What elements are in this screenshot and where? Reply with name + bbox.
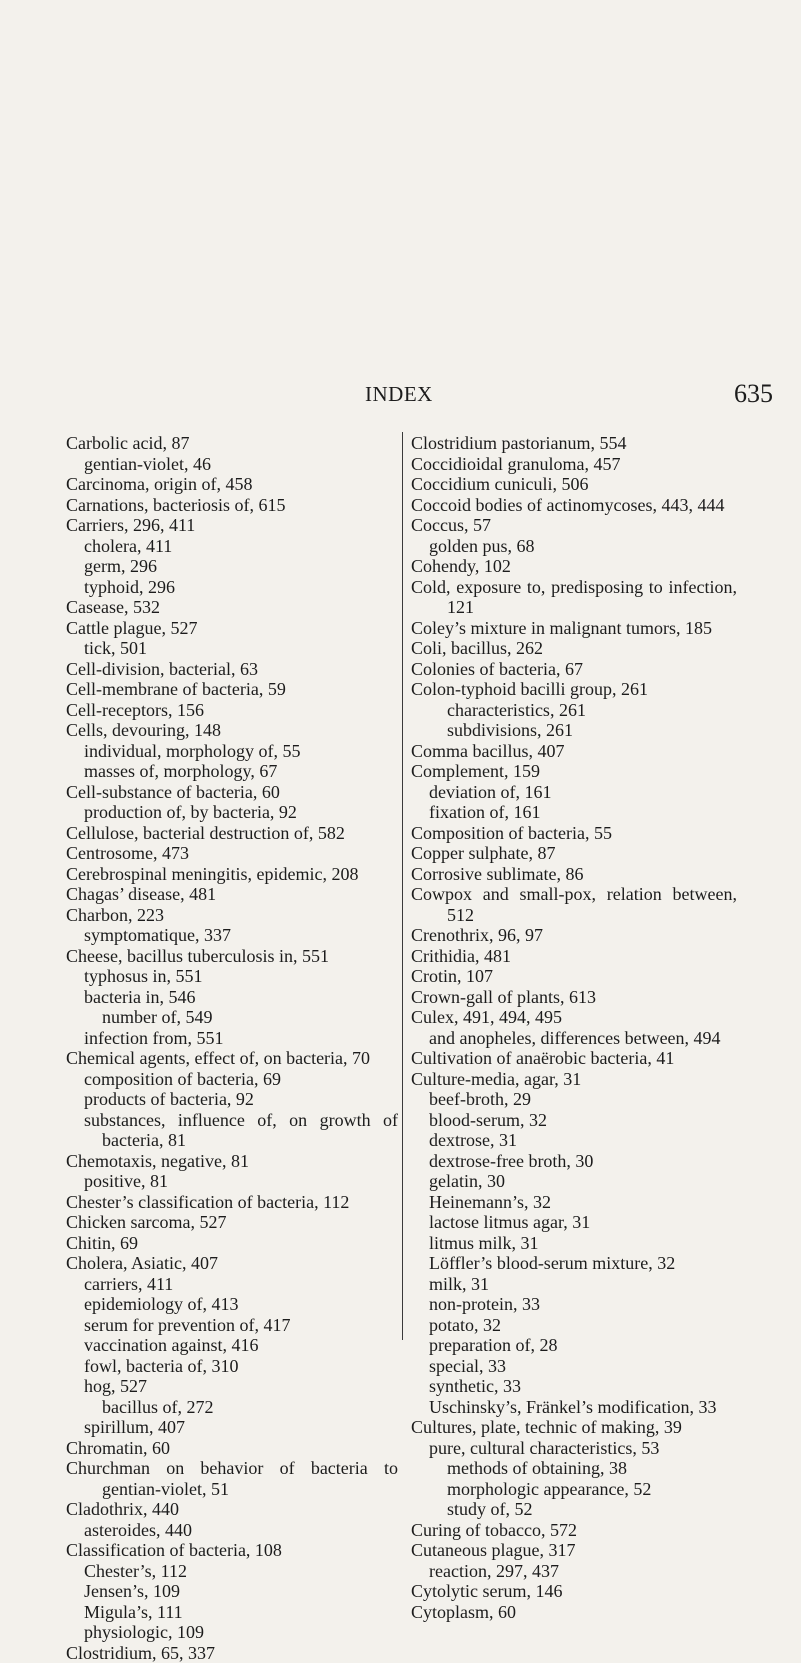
index-subentry: products of bacteria, 92 (66, 1089, 398, 1110)
index-subentry: carriers, 411 (66, 1274, 398, 1295)
index-subentry: gelatin, 30 (411, 1171, 737, 1192)
index-subentry: gentian-violet, 46 (66, 454, 398, 475)
index-entry: Cell-membrane of bacteria, 59 (66, 679, 398, 700)
index-entry: Crown-gall of plants, 613 (411, 987, 737, 1008)
index-entry: Cultivation of anaërobic bacteria, 41 (411, 1048, 737, 1069)
index-subentry: golden pus, 68 (411, 536, 737, 557)
index-entry: Carcinoma, origin of, 458 (66, 474, 398, 495)
index-entry: Cultures, plate, technic of making, 39 (411, 1417, 737, 1438)
index-subentry: individual, morphology of, 55 (66, 741, 398, 762)
index-subentry: vaccination against, 416 (66, 1335, 398, 1356)
index-subentry: dextrose-free broth, 30 (411, 1151, 737, 1172)
index-subentry: litmus milk, 31 (411, 1233, 737, 1254)
index-entry: Cell-division, bacterial, 63 (66, 659, 398, 680)
index-subentry: hog, 527 (66, 1376, 398, 1397)
index-entry: Chemotaxis, negative, 81 (66, 1151, 398, 1172)
index-entry: Cytoplasm, 60 (411, 1602, 737, 1623)
index-subentry: spirillum, 407 (66, 1417, 398, 1438)
index-entry: Chromatin, 60 (66, 1438, 398, 1459)
index-subentry: characteristics, 261 (411, 700, 737, 721)
page-number: 635 (734, 379, 773, 409)
index-entry: Cattle plague, 527 (66, 618, 398, 639)
index-subentry: morphologic appearance, 52 (411, 1479, 737, 1500)
index-subentry: physiologic, 109 (66, 1622, 398, 1643)
column-divider (402, 432, 403, 1340)
index-entry: Copper sulphate, 87 (411, 843, 737, 864)
index-subentry: bacillus of, 272 (66, 1397, 398, 1418)
index-entry: Curing of tobacco, 572 (411, 1520, 737, 1541)
index-entry: Coley’s mixture in malignant tumors, 185 (411, 618, 737, 639)
index-subentry: fixation of, 161 (411, 802, 737, 823)
index-entry: Chemical agents, effect of, on bacteria, 70 (66, 1048, 398, 1069)
index-column-right (411, 433, 737, 1622)
index-subentry: reaction, 297, 437 (411, 1561, 737, 1582)
index-subentry: infection from, 551 (66, 1028, 398, 1049)
index-entry: Cell-receptors, 156 (66, 700, 398, 721)
index-subentry: bacteria in, 546 (66, 987, 398, 1008)
index-subentry: cholera, 411 (66, 536, 398, 557)
index-entry: Cohendy, 102 (411, 556, 737, 577)
index-entry: Chagas’ disease, 481 (66, 884, 398, 905)
index-entry: Composition of bacteria, 55 (411, 823, 737, 844)
index-entry: Crotin, 107 (411, 966, 737, 987)
index-entry: Centrosome, 473 (66, 843, 398, 864)
index-entry: Clostridium, 65, 337 (66, 1643, 398, 1663)
index-subentry: special, 33 (411, 1356, 737, 1377)
index-entry: Coli, bacillus, 262 (411, 638, 737, 659)
index-subentry: fowl, bacteria of, 310 (66, 1356, 398, 1377)
index-subentry: typhoid, 296 (66, 577, 398, 598)
index-subentry: deviation of, 161 (411, 782, 737, 803)
running-head-title: INDEX (365, 382, 433, 407)
index-subentry: methods of obtaining, 38 (411, 1458, 737, 1479)
index-subentry: lactose litmus agar, 31 (411, 1212, 737, 1233)
index-subentry: serum for prevention of, 417 (66, 1315, 398, 1336)
index-subentry: composition of bacteria, 69 (66, 1069, 398, 1090)
index-entry: Chitin, 69 (66, 1233, 398, 1254)
index-entry: Culture-media, agar, 31 (411, 1069, 737, 1090)
index-entry: Cladothrix, 440 (66, 1499, 398, 1520)
index-subentry: substances, influence of, on growth of bacteria, 81 (66, 1110, 398, 1151)
index-entry: Coccus, 57 (411, 515, 737, 536)
index-entry: Chicken sarcoma, 527 (66, 1212, 398, 1233)
index-subentry: preparation of, 28 (411, 1335, 737, 1356)
index-subentry: Chester’s, 112 (66, 1561, 398, 1582)
index-entry: Colonies of bacteria, 67 (411, 659, 737, 680)
index-subentry: Löffler’s blood-serum mixture, 32 (411, 1253, 737, 1274)
index-entry: Cell-substance of bacteria, 60 (66, 782, 398, 803)
index-entry: Comma bacillus, 407 (411, 741, 737, 762)
index-subentry: germ, 296 (66, 556, 398, 577)
index-entry: Cowpox and small-pox, relation between, 512 (411, 884, 737, 925)
index-entry: Culex, 491, 494, 495 (411, 1007, 737, 1028)
index-subentry: blood-serum, 32 (411, 1110, 737, 1131)
index-entry: Casease, 532 (66, 597, 398, 618)
index-entry: Complement, 159 (411, 761, 737, 782)
index-subentry: epidemiology of, 413 (66, 1294, 398, 1315)
index-subentry: study of, 52 (411, 1499, 737, 1520)
index-subentry: Jensen’s, 109 (66, 1581, 398, 1602)
index-entry: Colon-typhoid bacilli group, 261 (411, 679, 737, 700)
index-entry: Charbon, 223 (66, 905, 398, 926)
index-entry: Cholera, Asiatic, 407 (66, 1253, 398, 1274)
index-subentry: typhosus in, 551 (66, 966, 398, 987)
index-subentry: and anopheles, differences between, 494 (411, 1028, 737, 1049)
page-header (0, 382, 801, 412)
index-entry: Carnations, bacteriosis of, 615 (66, 495, 398, 516)
index-entry: Crithidia, 481 (411, 946, 737, 967)
index-subentry: number of, 549 (66, 1007, 398, 1028)
index-subentry: production of, by bacteria, 92 (66, 802, 398, 823)
index-entry: Classification of bacteria, 108 (66, 1540, 398, 1561)
index-entry: Carriers, 296, 411 (66, 515, 398, 536)
index-column-left (66, 433, 398, 1663)
index-entry: Cells, devouring, 148 (66, 720, 398, 741)
index-entry: Corrosive sublimate, 86 (411, 864, 737, 885)
index-subentry: pure, cultural characteristics, 53 (411, 1438, 737, 1459)
index-subentry: synthetic, 33 (411, 1376, 737, 1397)
index-entry: Coccoid bodies of actinomycoses, 443, 444 (411, 495, 737, 516)
index-entry: Cerebrospinal meningitis, epidemic, 208 (66, 864, 398, 885)
index-subentry: milk, 31 (411, 1274, 737, 1295)
index-subentry: dextrose, 31 (411, 1130, 737, 1151)
index-entry: Cellulose, bacterial destruction of, 582 (66, 823, 398, 844)
index-subentry: potato, 32 (411, 1315, 737, 1336)
index-entry: Coccidium cuniculi, 506 (411, 474, 737, 495)
index-subentry: beef-broth, 29 (411, 1089, 737, 1110)
index-subentry: asteroides, 440 (66, 1520, 398, 1541)
index-entry: Clostridium pastorianum, 554 (411, 433, 737, 454)
index-subentry: Heinemann’s, 32 (411, 1192, 737, 1213)
index-subentry: Uschinsky’s, Fränkel’s modification, 33 (411, 1397, 737, 1418)
index-entry: Cold, exposure to, predisposing to infection, 121 (411, 577, 737, 618)
index-subentry: tick, 501 (66, 638, 398, 659)
index-subentry: masses of, morphology, 67 (66, 761, 398, 782)
index-entry: Carbolic acid, 87 (66, 433, 398, 454)
index-subentry: subdivisions, 261 (411, 720, 737, 741)
index-subentry: positive, 81 (66, 1171, 398, 1192)
index-subentry: non-protein, 33 (411, 1294, 737, 1315)
index-entry: Coccidioidal granuloma, 457 (411, 454, 737, 475)
index-entry: Crenothrix, 96, 97 (411, 925, 737, 946)
index-entry: Chester’s classification of bacteria, 112 (66, 1192, 398, 1213)
index-subentry: Migula’s, 111 (66, 1602, 398, 1623)
index-entry: Churchman on behavior of bacteria to gentian-violet, 51 (66, 1458, 398, 1499)
index-entry: Cytolytic serum, 146 (411, 1581, 737, 1602)
index-entry: Cutaneous plague, 317 (411, 1540, 737, 1561)
index-subentry: symptomatique, 337 (66, 925, 398, 946)
index-entry: Cheese, bacillus tuberculosis in, 551 (66, 946, 398, 967)
